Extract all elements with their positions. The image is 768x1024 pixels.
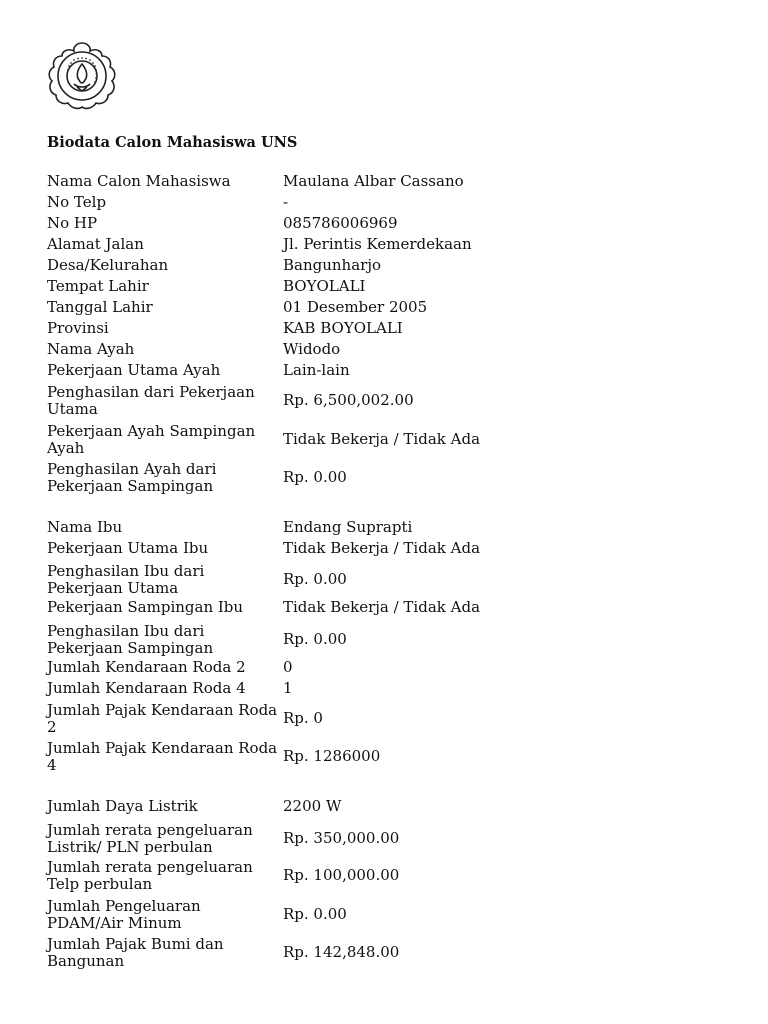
uns-seal-logo-icon: [44, 40, 120, 112]
field-row: [47, 821, 567, 857]
document-title: Biodata Calon Mahasiswa UNS: [47, 134, 298, 151]
field-value: Rp. 0.00: [283, 468, 347, 487]
field-value: Rp. 0.00: [283, 905, 347, 924]
field-value: Maulana Albar Cassano: [283, 172, 464, 191]
field-row: [47, 173, 567, 191]
field-row: [47, 236, 567, 254]
field-value: Tidak Bekerja / Tidak Ada: [283, 598, 481, 617]
field-label: Jumlah Kendaraan Roda 2: [47, 658, 246, 677]
field-label: Jumlah Daya Listrik: [47, 797, 198, 816]
field-value: Tidak Bekerja / Tidak Ada: [283, 539, 481, 558]
field-row: [47, 299, 567, 317]
field-row: [47, 257, 567, 275]
field-row: [47, 194, 567, 212]
field-label: Alamat Jalan: [47, 235, 144, 254]
field-row: [47, 622, 567, 658]
field-label: Jumlah Pajak Kendaraan Roda 2: [47, 700, 278, 736]
field-label: Jumlah rerata pengeluaran Listrik/ PLN perbulan: [47, 820, 253, 856]
field-value: 1: [283, 679, 293, 698]
field-value: Rp. 0: [283, 709, 323, 728]
field-value: BOYOLALI: [283, 277, 366, 296]
field-label: Pekerjaan Utama Ibu: [47, 539, 209, 558]
field-label: Tempat Lahir: [47, 277, 149, 296]
field-row: [47, 320, 567, 338]
field-label: Provinsi: [47, 319, 109, 338]
field-label: Jumlah Kendaraan Roda 4: [47, 679, 246, 698]
field-row: [47, 659, 567, 677]
field-row: [47, 798, 567, 816]
field-row: [47, 562, 567, 598]
field-value: 2200 W: [283, 797, 342, 816]
field-row: [47, 680, 567, 698]
field-label: Jumlah Pajak Kendaraan Roda 4: [47, 738, 278, 774]
field-row: [47, 519, 567, 537]
field-label: Nama Calon Mahasiswa: [47, 172, 231, 191]
field-value: Rp. 100,000.00: [283, 866, 400, 885]
field-label: Nama Ayah: [47, 340, 135, 359]
field-value: Lain-lain: [283, 361, 350, 380]
field-value: 0: [283, 658, 293, 677]
field-label: Desa/Kelurahan: [47, 256, 169, 275]
field-row: [47, 858, 567, 894]
field-label: Jumlah Pengeluaran PDAM/Air Minum: [47, 896, 201, 932]
field-value: Tidak Bekerja / Tidak Ada: [283, 430, 481, 449]
field-label: Tanggal Lahir: [47, 298, 153, 317]
field-value: Jl. Perintis Kemerdekaan: [283, 235, 472, 254]
field-value: Rp. 6,500,002.00: [283, 391, 414, 410]
field-row: [47, 215, 567, 233]
field-row: [47, 362, 567, 380]
field-value: Rp. 350,000.00: [283, 829, 400, 848]
field-row: [47, 383, 567, 419]
field-label: Pekerjaan Utama Ayah: [47, 361, 221, 380]
field-row: [47, 278, 567, 296]
field-row: [47, 460, 567, 496]
field-label: Nama Ibu: [47, 518, 123, 537]
field-value: Rp. 0.00: [283, 570, 347, 589]
field-label: Penghasilan Ibu dari Pekerjaan Sampingan: [47, 621, 214, 657]
field-row: [47, 599, 567, 617]
field-label: Penghasilan dari Pekerjaan Utama: [47, 382, 255, 418]
field-label: Jumlah Pajak Bumi dan Bangunan: [47, 934, 224, 970]
field-value: -: [283, 193, 289, 212]
field-label: Jumlah rerata pengeluaran Telp perbulan: [47, 857, 253, 893]
field-value: 085786006969: [283, 214, 398, 233]
field-row: [47, 897, 567, 933]
field-label: Penghasilan Ibu dari Pekerjaan Utama: [47, 561, 205, 597]
field-label: No HP: [47, 214, 98, 233]
field-value: Rp. 0.00: [283, 630, 347, 649]
field-row: [47, 739, 567, 775]
field-label: Penghasilan Ayah dari Pekerjaan Sampingan: [47, 459, 217, 495]
field-row: [47, 701, 567, 737]
field-value: Rp. 142,848.00: [283, 943, 400, 962]
field-value: Bangunharjo: [283, 256, 382, 275]
field-row: [47, 935, 567, 971]
field-row: [47, 540, 567, 558]
field-row: [47, 422, 567, 458]
field-value: Widodo: [283, 340, 341, 359]
field-value: 01 Desember 2005: [283, 298, 428, 317]
field-label: Pekerjaan Ayah Sampingan Ayah: [47, 421, 256, 457]
field-label: No Telp: [47, 193, 107, 212]
field-value: KAB BOYOLALI: [283, 319, 403, 338]
field-row: [47, 341, 567, 359]
field-value: Endang Suprapti: [283, 518, 413, 537]
field-label: Pekerjaan Sampingan Ibu: [47, 598, 244, 617]
field-value: Rp. 1286000: [283, 747, 381, 766]
